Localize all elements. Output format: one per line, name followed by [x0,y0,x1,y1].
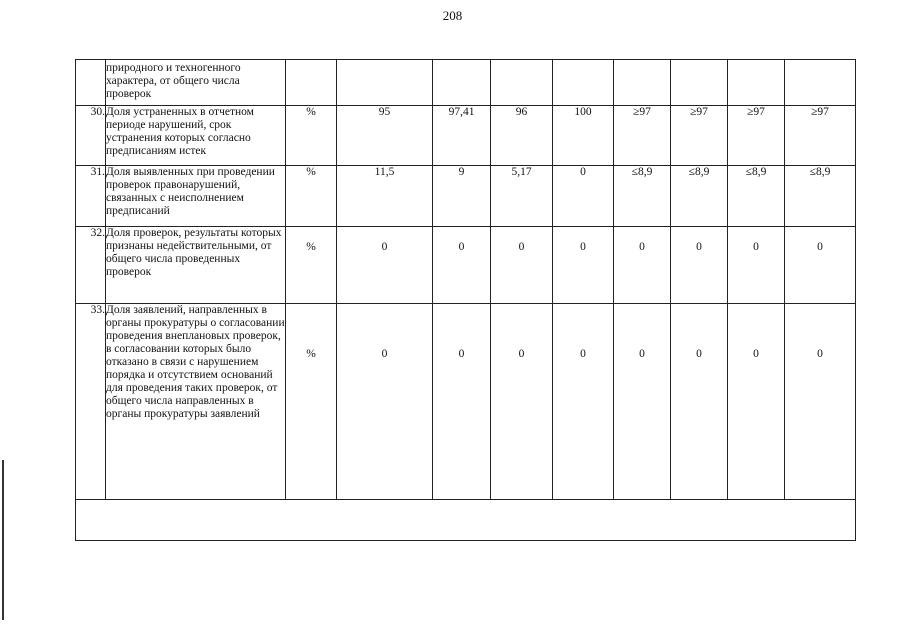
footer-cell [76,500,856,541]
row-number: 33. [76,304,106,500]
value-cell: 95 [337,106,433,166]
value-cell: 0 [671,227,728,304]
value-cell [671,60,728,106]
value-cell: 0 [614,227,671,304]
table-row [76,166,856,227]
indicator-name: природного и техногенного характера, от общего числа проверок [106,60,286,106]
value-cell: 96 [491,106,553,166]
row-number [76,60,106,106]
value-cell: 0 [785,304,856,500]
value-cell [728,60,785,106]
value-cell: 0 [433,304,491,500]
table-row [76,304,856,500]
indicator-name: Доля заявлений, направленных в органы прокуратуры о согласовании проведения внеплановых проверок, в согласовании которых было отказано в связи с нарушением порядка и отсутствием оснований для проведения таких проверок, от общего числа направленных в органы прокуратуры заявлений [106,304,286,500]
value-cell: 11,5 [337,166,433,227]
table-row [76,106,856,166]
value-cell: 0 [337,304,433,500]
indicators-table [75,59,856,541]
value-cell: 0 [728,304,785,500]
unit-cell: % [286,106,337,166]
unit-cell: % [286,166,337,227]
value-cell: 0 [728,227,785,304]
value-cell: 0 [433,227,491,304]
value-cell: 0 [614,304,671,500]
value-cell: 5,17 [491,166,553,227]
page-number: 208 [442,8,463,23]
row-number: 32. [76,227,106,304]
indicator-name: Доля проверок, результаты которых признаны недействительными, от общего числа проведенных проверок [106,227,286,304]
indicator-name: Доля выявленных при проведении проверок правонарушений, связанных с неисполнением предписаний [106,166,286,227]
value-cell: 100 [553,106,614,166]
table-row [76,60,856,106]
value-cell: 0 [785,227,856,304]
value-cell [491,60,553,106]
unit-cell: % [286,304,337,500]
value-cell: 9 [433,166,491,227]
value-cell [553,60,614,106]
value-cell [614,60,671,106]
value-cell: ≤8,9 [728,166,785,227]
indicator-name: Доля устраненных в отчетном периоде нарушений, срок устранения которых согласно предписаниям истек [106,106,286,166]
row-number: 30. [76,106,106,166]
scan-edge-mark [2,460,4,620]
value-cell: ≥97 [785,106,856,166]
value-cell: 0 [553,304,614,500]
value-cell: ≥97 [728,106,785,166]
row-number: 31. [76,166,106,227]
value-cell: 0 [337,227,433,304]
value-cell: ≥97 [671,106,728,166]
value-cell [337,60,433,106]
value-cell: 0 [671,304,728,500]
value-cell: 0 [553,227,614,304]
value-cell: ≤8,9 [785,166,856,227]
value-cell [785,60,856,106]
table-footer-row [76,500,856,541]
value-cell: 0 [491,227,553,304]
value-cell: ≤8,9 [671,166,728,227]
value-cell: ≥97 [614,106,671,166]
unit-cell: % [286,227,337,304]
value-cell: ≤8,9 [614,166,671,227]
value-cell: 0 [553,166,614,227]
value-cell: 0 [491,304,553,500]
table-row [76,227,856,304]
value-cell [433,60,491,106]
value-cell: 97,41 [433,106,491,166]
unit-cell [286,60,337,106]
